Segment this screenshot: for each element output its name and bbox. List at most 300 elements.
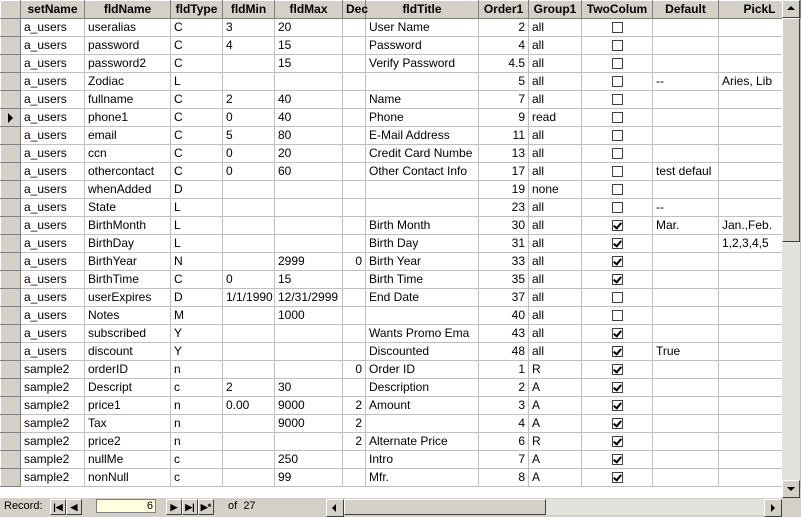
cell-fldname[interactable]: discount (85, 343, 171, 361)
cell-setname[interactable]: sample2 (21, 469, 85, 487)
cell-fldname[interactable]: othercontact (85, 163, 171, 181)
cell-order1[interactable]: 9 (479, 109, 529, 127)
cell-fldtype[interactable]: D (171, 289, 223, 307)
cell-dec[interactable] (343, 217, 366, 235)
cell-group1[interactable]: all (529, 325, 582, 343)
next-record-button[interactable]: ▶ (166, 499, 182, 515)
cell-fldmax[interactable]: 1000 (275, 307, 343, 325)
row-selector[interactable] (1, 379, 21, 397)
cell-default[interactable] (653, 451, 719, 469)
cell-fldtype[interactable]: C (171, 271, 223, 289)
cell-twocolumn[interactable] (582, 361, 653, 379)
cell-fldtitle[interactable]: Credit Card Numbe (366, 145, 479, 163)
cell-fldmax[interactable]: 40 (275, 109, 343, 127)
cell-fldmax[interactable] (275, 235, 343, 253)
cell-fldmax[interactable] (275, 217, 343, 235)
cell-order1[interactable]: 4 (479, 37, 529, 55)
cell-default[interactable] (653, 235, 719, 253)
cell-fldtitle[interactable]: Phone (366, 109, 479, 127)
cell-dec[interactable] (343, 343, 366, 361)
cell-fldtype[interactable]: C (171, 109, 223, 127)
cell-fldmin[interactable] (223, 433, 275, 451)
cell-fldmax[interactable]: 2999 (275, 253, 343, 271)
cell-fldtype[interactable]: D (171, 181, 223, 199)
cell-group1[interactable]: A (529, 415, 582, 433)
cell-fldname[interactable]: subscribed (85, 325, 171, 343)
cell-group1[interactable]: all (529, 235, 582, 253)
cell-group1[interactable]: A (529, 397, 582, 415)
row-selector[interactable] (1, 361, 21, 379)
column-header[interactable]: Default (653, 1, 719, 19)
cell-fldmax[interactable]: 250 (275, 451, 343, 469)
cell-order1[interactable]: 7 (479, 451, 529, 469)
cell-dec[interactable] (343, 451, 366, 469)
checkbox[interactable] (612, 346, 623, 357)
cell-order1[interactable]: 4 (479, 415, 529, 433)
cell-group1[interactable]: all (529, 307, 582, 325)
cell-setname[interactable]: a_users (21, 235, 85, 253)
cell-fldtitle[interactable] (366, 415, 479, 433)
cell-fldtype[interactable]: C (171, 55, 223, 73)
row-selector[interactable] (1, 253, 21, 271)
cell-twocolumn[interactable] (582, 253, 653, 271)
column-header[interactable]: Order1 (479, 1, 529, 19)
cell-setname[interactable]: a_users (21, 289, 85, 307)
cell-twocolumn[interactable] (582, 73, 653, 91)
cell-group1[interactable]: all (529, 73, 582, 91)
table-row[interactable] (1, 307, 801, 325)
cell-fldtype[interactable]: Y (171, 325, 223, 343)
cell-fldtype[interactable]: n (171, 433, 223, 451)
cell-fldtype[interactable]: C (171, 37, 223, 55)
cell-fldmin[interactable] (223, 199, 275, 217)
new-record-button[interactable]: ▶* (198, 499, 214, 515)
row-selector[interactable] (1, 415, 21, 433)
cell-default[interactable] (653, 469, 719, 487)
cell-twocolumn[interactable] (582, 379, 653, 397)
cell-twocolumn[interactable] (582, 19, 653, 37)
cell-fldname[interactable]: Tax (85, 415, 171, 433)
cell-twocolumn[interactable] (582, 55, 653, 73)
cell-setname[interactable]: sample2 (21, 361, 85, 379)
checkbox[interactable] (612, 220, 623, 231)
row-selector[interactable] (1, 37, 21, 55)
column-header[interactable]: fldType (171, 1, 223, 19)
cell-group1[interactable]: all (529, 271, 582, 289)
scroll-down-button[interactable] (782, 480, 800, 498)
cell-fldname[interactable]: password2 (85, 55, 171, 73)
cell-setname[interactable]: sample2 (21, 379, 85, 397)
cell-order1[interactable]: 2 (479, 19, 529, 37)
cell-fldmin[interactable]: 0 (223, 163, 275, 181)
cell-order1[interactable]: 6 (479, 433, 529, 451)
cell-twocolumn[interactable] (582, 307, 653, 325)
scroll-right-button[interactable] (764, 499, 782, 517)
cell-fldmin[interactable] (223, 55, 275, 73)
checkbox[interactable] (612, 76, 623, 87)
cell-group1[interactable]: read (529, 109, 582, 127)
cell-default[interactable] (653, 109, 719, 127)
cell-fldtype[interactable]: C (171, 145, 223, 163)
cell-group1[interactable]: all (529, 289, 582, 307)
row-selector[interactable] (1, 433, 21, 451)
cell-dec[interactable] (343, 181, 366, 199)
checkbox[interactable] (612, 364, 623, 375)
cell-dec[interactable] (343, 199, 366, 217)
checkbox[interactable] (612, 328, 623, 339)
cell-order1[interactable]: 33 (479, 253, 529, 271)
cell-fldtitle[interactable] (366, 307, 479, 325)
cell-default[interactable] (653, 19, 719, 37)
cell-setname[interactable]: a_users (21, 343, 85, 361)
cell-dec[interactable] (343, 271, 366, 289)
cell-order1[interactable]: 40 (479, 307, 529, 325)
cell-order1[interactable]: 11 (479, 127, 529, 145)
cell-setname[interactable]: a_users (21, 271, 85, 289)
cell-fldname[interactable]: BirthTime (85, 271, 171, 289)
table-row[interactable] (1, 181, 801, 199)
checkbox[interactable] (612, 256, 623, 267)
cell-fldmin[interactable] (223, 415, 275, 433)
cell-fldtitle[interactable]: Amount (366, 397, 479, 415)
cell-fldtitle[interactable]: Name (366, 91, 479, 109)
cell-twocolumn[interactable] (582, 163, 653, 181)
cell-fldmax[interactable] (275, 343, 343, 361)
row-selector-header[interactable] (1, 1, 21, 19)
cell-group1[interactable]: R (529, 433, 582, 451)
cell-group1[interactable]: all (529, 343, 582, 361)
cell-fldname[interactable]: BirthDay (85, 235, 171, 253)
cell-picklist[interactable]: 1,2,3,4,5 (719, 235, 801, 253)
cell-fldmax[interactable] (275, 433, 343, 451)
cell-dec[interactable] (343, 55, 366, 73)
table-row[interactable] (1, 199, 801, 217)
cell-dec[interactable] (343, 109, 366, 127)
cell-twocolumn[interactable] (582, 235, 653, 253)
cell-setname[interactable]: a_users (21, 199, 85, 217)
table-row[interactable] (1, 451, 801, 469)
cell-default[interactable]: -- (653, 73, 719, 91)
column-header[interactable]: TwoColum (582, 1, 653, 19)
cell-group1[interactable]: all (529, 55, 582, 73)
cell-fldmin[interactable] (223, 361, 275, 379)
cell-order1[interactable]: 23 (479, 199, 529, 217)
cell-fldname[interactable]: password (85, 37, 171, 55)
cell-fldmin[interactable]: 0 (223, 109, 275, 127)
cell-twocolumn[interactable] (582, 469, 653, 487)
cell-fldname[interactable]: useralias (85, 19, 171, 37)
cell-twocolumn[interactable] (582, 91, 653, 109)
cell-fldname[interactable]: State (85, 199, 171, 217)
row-selector[interactable] (1, 289, 21, 307)
cell-dec[interactable] (343, 127, 366, 145)
cell-dec[interactable]: 0 (343, 253, 366, 271)
cell-fldmin[interactable]: 1/1/1990 (223, 289, 275, 307)
checkbox[interactable] (612, 184, 623, 195)
cell-default[interactable]: Mar. (653, 217, 719, 235)
cell-fldmax[interactable]: 9000 (275, 415, 343, 433)
cell-fldtitle[interactable]: End Date (366, 289, 479, 307)
table-row[interactable] (1, 217, 801, 235)
cell-order1[interactable]: 13 (479, 145, 529, 163)
cell-fldtitle[interactable]: Intro (366, 451, 479, 469)
previous-record-button[interactable]: ◀ (66, 499, 82, 515)
cell-fldtitle[interactable] (366, 181, 479, 199)
cell-order1[interactable]: 8 (479, 469, 529, 487)
cell-fldname[interactable]: phone1 (85, 109, 171, 127)
row-selector[interactable] (1, 343, 21, 361)
cell-twocolumn[interactable] (582, 289, 653, 307)
checkbox[interactable] (612, 418, 623, 429)
table-row[interactable] (1, 289, 801, 307)
row-selector[interactable] (1, 451, 21, 469)
cell-default[interactable]: test defaul (653, 163, 719, 181)
cell-setname[interactable]: a_users (21, 127, 85, 145)
cell-fldname[interactable]: price2 (85, 433, 171, 451)
record-number-input[interactable]: 6 (96, 499, 156, 513)
cell-fldmin[interactable] (223, 343, 275, 361)
cell-group1[interactable]: all (529, 199, 582, 217)
vertical-scroll-thumb[interactable] (782, 18, 800, 242)
cell-fldmin[interactable] (223, 307, 275, 325)
cell-fldmax[interactable]: 20 (275, 19, 343, 37)
cell-setname[interactable]: a_users (21, 253, 85, 271)
table-row[interactable] (1, 145, 801, 163)
cell-twocolumn[interactable] (582, 145, 653, 163)
cell-twocolumn[interactable] (582, 199, 653, 217)
cell-dec[interactable] (343, 163, 366, 181)
cell-fldmax[interactable]: 15 (275, 37, 343, 55)
cell-setname[interactable]: sample2 (21, 433, 85, 451)
checkbox[interactable] (612, 58, 623, 69)
cell-fldmin[interactable] (223, 235, 275, 253)
cell-group1[interactable]: all (529, 127, 582, 145)
cell-setname[interactable]: a_users (21, 37, 85, 55)
checkbox[interactable] (612, 472, 623, 483)
cell-fldtitle[interactable]: Password (366, 37, 479, 55)
cell-fldmin[interactable] (223, 181, 275, 199)
column-header[interactable]: PickL (719, 1, 801, 19)
table-row[interactable] (1, 253, 801, 271)
cell-fldmax[interactable] (275, 181, 343, 199)
cell-dec[interactable] (343, 73, 366, 91)
cell-fldtitle[interactable]: Mfr. (366, 469, 479, 487)
cell-default[interactable]: -- (653, 199, 719, 217)
column-header[interactable]: fldMin (223, 1, 275, 19)
cell-setname[interactable]: a_users (21, 109, 85, 127)
table-row[interactable] (1, 361, 801, 379)
cell-order1[interactable]: 43 (479, 325, 529, 343)
cell-group1[interactable]: all (529, 163, 582, 181)
cell-group1[interactable]: none (529, 181, 582, 199)
horizontal-scroll-thumb[interactable] (344, 499, 546, 515)
cell-fldmin[interactable] (223, 469, 275, 487)
checkbox[interactable] (612, 130, 623, 141)
cell-dec[interactable] (343, 469, 366, 487)
cell-fldmin[interactable]: 5 (223, 127, 275, 145)
cell-group1[interactable]: all (529, 145, 582, 163)
cell-twocolumn[interactable] (582, 127, 653, 145)
cell-default[interactable] (653, 433, 719, 451)
cell-fldtitle[interactable]: Birth Month (366, 217, 479, 235)
cell-setname[interactable]: a_users (21, 55, 85, 73)
cell-fldtitle[interactable]: Order ID (366, 361, 479, 379)
cell-fldmax[interactable]: 60 (275, 163, 343, 181)
checkbox[interactable] (612, 202, 623, 213)
cell-fldtype[interactable]: n (171, 415, 223, 433)
cell-default[interactable] (653, 289, 719, 307)
cell-dec[interactable] (343, 91, 366, 109)
cell-setname[interactable]: a_users (21, 181, 85, 199)
checkbox[interactable] (612, 436, 623, 447)
cell-setname[interactable]: a_users (21, 163, 85, 181)
cell-default[interactable] (653, 181, 719, 199)
column-header[interactable]: setName (21, 1, 85, 19)
row-selector[interactable] (1, 271, 21, 289)
cell-fldtype[interactable]: L (171, 235, 223, 253)
cell-default[interactable] (653, 361, 719, 379)
cell-dec[interactable] (343, 37, 366, 55)
table-row[interactable] (1, 469, 801, 487)
cell-order1[interactable]: 35 (479, 271, 529, 289)
cell-fldtitle[interactable] (366, 199, 479, 217)
checkbox[interactable] (612, 400, 623, 411)
checkbox[interactable] (612, 382, 623, 393)
cell-order1[interactable]: 48 (479, 343, 529, 361)
row-selector[interactable] (1, 127, 21, 145)
cell-order1[interactable]: 5 (479, 73, 529, 91)
cell-twocolumn[interactable] (582, 397, 653, 415)
cell-fldname[interactable]: BirthMonth (85, 217, 171, 235)
cell-default[interactable] (653, 271, 719, 289)
table-row[interactable] (1, 415, 801, 433)
scroll-up-button[interactable] (782, 0, 800, 18)
cell-fldtype[interactable]: M (171, 307, 223, 325)
cell-default[interactable] (653, 91, 719, 109)
cell-twocolumn[interactable] (582, 109, 653, 127)
cell-fldmin[interactable] (223, 325, 275, 343)
cell-group1[interactable]: A (529, 451, 582, 469)
cell-order1[interactable]: 1 (479, 361, 529, 379)
cell-twocolumn[interactable] (582, 325, 653, 343)
cell-fldmax[interactable] (275, 325, 343, 343)
cell-setname[interactable]: a_users (21, 307, 85, 325)
cell-fldtype[interactable]: c (171, 379, 223, 397)
cell-fldtitle[interactable]: E-Mail Address (366, 127, 479, 145)
cell-fldmin[interactable] (223, 451, 275, 469)
cell-fldmin[interactable]: 2 (223, 379, 275, 397)
cell-default[interactable] (653, 379, 719, 397)
table-row[interactable] (1, 19, 801, 37)
cell-fldname[interactable]: BirthYear (85, 253, 171, 271)
cell-fldtype[interactable]: N (171, 253, 223, 271)
cell-setname[interactable]: a_users (21, 91, 85, 109)
row-selector[interactable] (1, 307, 21, 325)
cell-fldtitle[interactable]: Birth Year (366, 253, 479, 271)
cell-fldmax[interactable]: 15 (275, 271, 343, 289)
cell-fldname[interactable]: Descript (85, 379, 171, 397)
cell-fldname[interactable]: orderID (85, 361, 171, 379)
cell-fldtype[interactable]: c (171, 451, 223, 469)
row-selector[interactable] (1, 217, 21, 235)
row-selector[interactable] (1, 109, 21, 127)
row-selector[interactable] (1, 91, 21, 109)
cell-fldtitle[interactable]: Alternate Price (366, 433, 479, 451)
cell-twocolumn[interactable] (582, 181, 653, 199)
checkbox[interactable] (612, 292, 623, 303)
cell-dec[interactable]: 0 (343, 361, 366, 379)
row-selector[interactable] (1, 325, 21, 343)
cell-fldtitle[interactable]: Description (366, 379, 479, 397)
cell-order1[interactable]: 37 (479, 289, 529, 307)
cell-fldtype[interactable]: Y (171, 343, 223, 361)
cell-fldtype[interactable]: L (171, 199, 223, 217)
cell-fldtype[interactable]: C (171, 127, 223, 145)
cell-group1[interactable]: all (529, 19, 582, 37)
cell-order1[interactable]: 4.5 (479, 55, 529, 73)
checkbox[interactable] (612, 148, 623, 159)
cell-fldmin[interactable] (223, 217, 275, 235)
cell-default[interactable] (653, 145, 719, 163)
cell-fldmax[interactable]: 12/31/2999 (275, 289, 343, 307)
cell-fldname[interactable]: nullMe (85, 451, 171, 469)
cell-fldtitle[interactable] (366, 73, 479, 91)
cell-twocolumn[interactable] (582, 433, 653, 451)
cell-fldname[interactable]: whenAdded (85, 181, 171, 199)
checkbox[interactable] (612, 274, 623, 285)
row-selector[interactable] (1, 235, 21, 253)
cell-fldmin[interactable]: 0 (223, 271, 275, 289)
cell-fldtype[interactable]: C (171, 91, 223, 109)
row-selector[interactable] (1, 19, 21, 37)
cell-dec[interactable] (343, 307, 366, 325)
checkbox[interactable] (612, 310, 623, 321)
cell-twocolumn[interactable] (582, 217, 653, 235)
checkbox[interactable] (612, 112, 623, 123)
table-row[interactable] (1, 73, 801, 91)
table-row[interactable] (1, 433, 801, 451)
row-selector[interactable] (1, 163, 21, 181)
column-header[interactable]: fldMax (275, 1, 343, 19)
row-selector[interactable] (1, 73, 21, 91)
row-selector[interactable] (1, 469, 21, 487)
cell-fldtype[interactable]: n (171, 361, 223, 379)
cell-fldmin[interactable] (223, 73, 275, 91)
cell-fldname[interactable]: price1 (85, 397, 171, 415)
cell-fldname[interactable]: Notes (85, 307, 171, 325)
cell-dec[interactable] (343, 19, 366, 37)
table-row[interactable] (1, 55, 801, 73)
cell-fldtitle[interactable]: Discounted (366, 343, 479, 361)
cell-dec[interactable] (343, 379, 366, 397)
last-record-button[interactable]: ▶| (182, 499, 198, 515)
cell-default[interactable] (653, 397, 719, 415)
cell-fldmax[interactable] (275, 199, 343, 217)
checkbox[interactable] (612, 22, 623, 33)
cell-setname[interactable]: sample2 (21, 451, 85, 469)
cell-fldmin[interactable]: 3 (223, 19, 275, 37)
row-selector[interactable] (1, 145, 21, 163)
cell-default[interactable] (653, 55, 719, 73)
table-row[interactable] (1, 271, 801, 289)
cell-fldmax[interactable]: 9000 (275, 397, 343, 415)
column-header[interactable]: fldTitle (366, 1, 479, 19)
row-selector[interactable] (1, 181, 21, 199)
cell-fldmin[interactable]: 0.00 (223, 397, 275, 415)
cell-fldmax[interactable]: 40 (275, 91, 343, 109)
cell-fldmax[interactable] (275, 361, 343, 379)
cell-twocolumn[interactable] (582, 415, 653, 433)
